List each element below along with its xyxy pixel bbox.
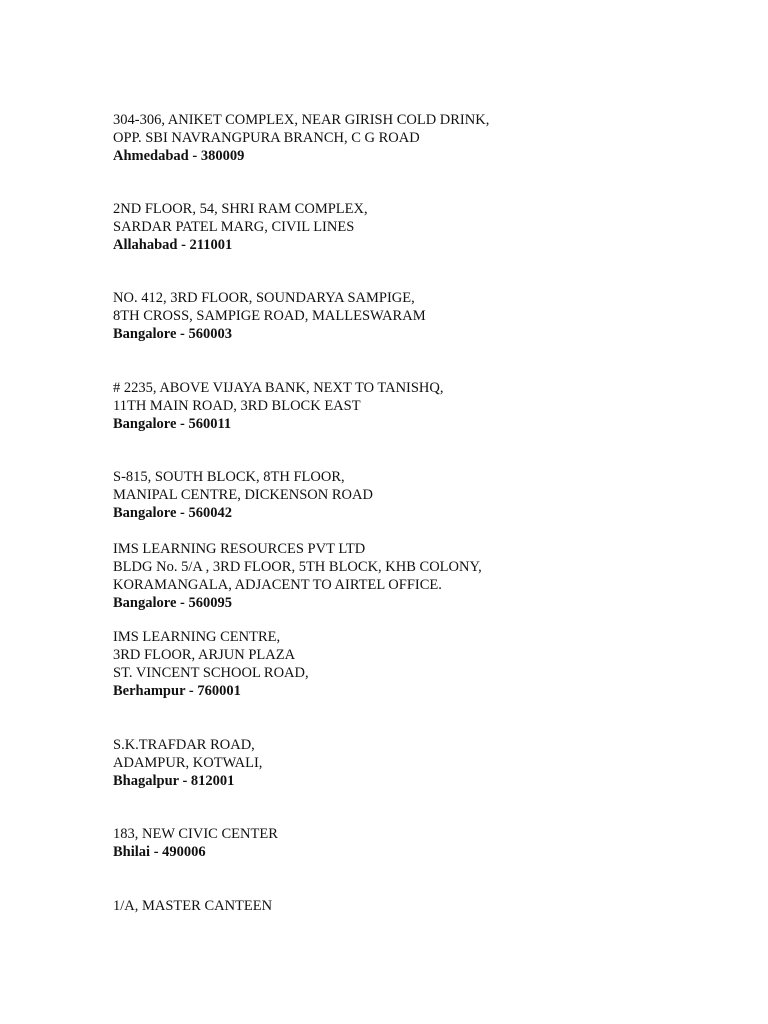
address-line: 183, NEW CIVIC CENTER bbox=[113, 826, 278, 842]
city-pincode: Allahabad - 211001 bbox=[113, 237, 233, 253]
address-block-bangalore-560011 bbox=[113, 379, 733, 433]
city-pincode: Berhampur - 760001 bbox=[113, 683, 241, 699]
address-line: ST. VINCENT SCHOOL ROAD, bbox=[113, 665, 309, 681]
address-line: # 2235, ABOVE VIJAYA BANK, NEXT TO TANISHQ, bbox=[113, 380, 444, 396]
address-line: MANIPAL CENTRE, DICKENSON ROAD bbox=[113, 487, 373, 503]
address-block-bangalore-560095 bbox=[113, 540, 733, 612]
city-pincode: Bangalore - 560011 bbox=[113, 416, 232, 432]
address-line: SARDAR PATEL MARG, CIVIL LINES bbox=[113, 219, 355, 235]
address-line: 1/A, MASTER CANTEEN bbox=[113, 898, 273, 914]
address-line: 3RD FLOOR, ARJUN PLAZA bbox=[113, 647, 296, 663]
address-line: NO. 412, 3RD FLOOR, SOUNDARYA SAMPIGE, bbox=[113, 290, 415, 306]
city-pincode: Ahmedabad - 380009 bbox=[113, 148, 245, 164]
address-line: 11TH MAIN ROAD, 3RD BLOCK EAST bbox=[113, 398, 361, 414]
address-line: OPP. SBI NAVRANGPURA BRANCH, C G ROAD bbox=[113, 130, 420, 146]
address-line: IMS LEARNING CENTRE, bbox=[113, 629, 281, 645]
address-block-bhagalpur bbox=[113, 736, 733, 790]
city-pincode: Bhilai - 490006 bbox=[113, 844, 206, 860]
address-line: S-815, SOUTH BLOCK, 8TH FLOOR, bbox=[113, 469, 345, 485]
address-block-ahmedabad bbox=[113, 111, 733, 165]
address-block-partial bbox=[113, 897, 733, 915]
city-pincode: Bangalore - 560095 bbox=[113, 595, 232, 611]
address-block-bangalore-560042 bbox=[113, 468, 733, 522]
address-block-bangalore-560003 bbox=[113, 289, 733, 343]
address-line: KORAMANGALA, ADJACENT TO AIRTEL OFFICE. bbox=[113, 577, 442, 593]
address-line: S.K.TRAFDAR ROAD, bbox=[113, 737, 255, 753]
address-line: BLDG No. 5/A , 3RD FLOOR, 5TH BLOCK, KHB COLONY, bbox=[113, 559, 482, 575]
city-pincode: Bhagalpur - 812001 bbox=[113, 773, 235, 789]
city-pincode: Bangalore - 560042 bbox=[113, 505, 232, 521]
address-block-berhampur bbox=[113, 628, 733, 700]
city-pincode: Bangalore - 560003 bbox=[113, 326, 232, 342]
address-line: 304-306, ANIKET COMPLEX, NEAR GIRISH COLD DRINK, bbox=[113, 112, 490, 128]
address-line: 2ND FLOOR, 54, SHRI RAM COMPLEX, bbox=[113, 201, 368, 217]
address-line: IMS LEARNING RESOURCES PVT LTD bbox=[113, 541, 366, 557]
address-line: 8TH CROSS, SAMPIGE ROAD, MALLESWARAM bbox=[113, 308, 426, 324]
address-line: ADAMPUR, KOTWALI, bbox=[113, 755, 263, 771]
address-block-bhilai bbox=[113, 825, 733, 861]
address-block-allahabad bbox=[113, 200, 733, 254]
